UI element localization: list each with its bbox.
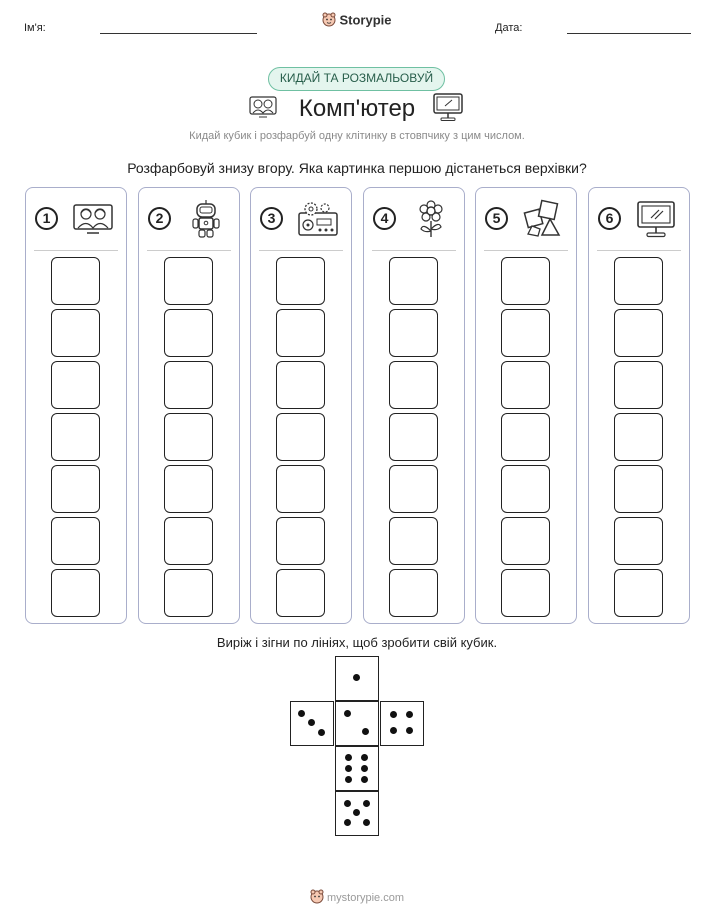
coloring-cell[interactable] xyxy=(389,517,438,565)
coloring-cell[interactable] xyxy=(501,517,550,565)
dice-pip xyxy=(353,674,360,681)
column-number: 3 xyxy=(260,207,283,230)
coloring-cell[interactable] xyxy=(276,465,325,513)
dice-pip xyxy=(298,710,305,717)
coloring-cell[interactable] xyxy=(276,413,325,461)
coloring-cell[interactable] xyxy=(164,257,213,305)
coloring-cell[interactable] xyxy=(614,517,663,565)
column-6 xyxy=(588,187,690,624)
coloring-cell[interactable] xyxy=(614,361,663,409)
coloring-cell[interactable] xyxy=(276,257,325,305)
dice-face-6 xyxy=(335,746,379,791)
coloring-cell[interactable] xyxy=(276,309,325,357)
flower-icon xyxy=(408,199,454,239)
brand-name: Storypie xyxy=(339,12,392,28)
column-number: 4 xyxy=(373,207,396,230)
dice-pip xyxy=(344,800,351,807)
page-title: Комп'ютер xyxy=(298,95,416,122)
column-3 xyxy=(250,187,352,624)
dice-pip xyxy=(390,711,397,718)
date-label: Дата: xyxy=(495,22,523,34)
coloring-cell[interactable] xyxy=(51,465,100,513)
storypie-mascot-icon xyxy=(310,889,324,907)
dice-pip xyxy=(345,754,352,761)
computer-monitor-icon xyxy=(633,199,679,239)
coloring-cell[interactable] xyxy=(51,257,100,305)
coloring-cell[interactable] xyxy=(389,257,438,305)
coloring-cell[interactable] xyxy=(164,413,213,461)
column-number: 5 xyxy=(485,207,508,230)
column-divider xyxy=(147,250,231,251)
coloring-cell[interactable] xyxy=(51,517,100,565)
coloring-cell[interactable] xyxy=(501,465,550,513)
cut-instruction: Виріж і зігни по лініях, щоб зробити свій кубик. xyxy=(216,635,498,650)
coloring-cell[interactable] xyxy=(51,361,100,409)
column-divider xyxy=(34,250,118,251)
dice-pip xyxy=(318,729,325,736)
column-number: 2 xyxy=(148,207,171,230)
dice-face-3 xyxy=(290,701,334,746)
coloring-cell[interactable] xyxy=(501,569,550,617)
dice-pip xyxy=(361,754,368,761)
name-label: Ім'я: xyxy=(24,22,46,34)
coloring-cell[interactable] xyxy=(614,413,663,461)
coloring-cell[interactable] xyxy=(501,413,550,461)
column-4 xyxy=(363,187,465,624)
coloring-cell[interactable] xyxy=(276,517,325,565)
coloring-cell[interactable] xyxy=(389,361,438,409)
coloring-cell[interactable] xyxy=(501,257,550,305)
coloring-cell[interactable] xyxy=(164,309,213,357)
dice-face-4 xyxy=(380,701,424,746)
column-number: 1 xyxy=(35,207,58,230)
coloring-cell[interactable] xyxy=(51,413,100,461)
coloring-cell[interactable] xyxy=(51,569,100,617)
shapes-icon xyxy=(520,199,566,239)
coloring-cell[interactable] xyxy=(501,309,550,357)
dice-pip xyxy=(363,800,370,807)
column-2 xyxy=(138,187,240,624)
dice-pip xyxy=(406,727,413,734)
coloring-cell[interactable] xyxy=(51,309,100,357)
brand-logo xyxy=(0,12,714,30)
coloring-cell[interactable] xyxy=(389,465,438,513)
coloring-cell[interactable] xyxy=(501,361,550,409)
footer-site-link[interactable]: mystorypie.com xyxy=(326,891,405,904)
dice-net xyxy=(290,656,424,836)
dice-face-2 xyxy=(335,701,379,746)
coloring-cell[interactable] xyxy=(164,465,213,513)
dice-face-5 xyxy=(335,791,379,836)
coloring-cell[interactable] xyxy=(276,569,325,617)
machine-gears-icon xyxy=(295,199,341,239)
subtitle: Кидай кубик і розфарбуй одну клітинку в стовпчику з цим числом. xyxy=(189,130,525,142)
column-divider xyxy=(372,250,456,251)
dice-pip xyxy=(406,711,413,718)
coloring-cell[interactable] xyxy=(164,569,213,617)
dice-pip xyxy=(361,765,368,772)
coloring-cell[interactable] xyxy=(614,465,663,513)
coloring-cell[interactable] xyxy=(389,309,438,357)
coloring-cell[interactable] xyxy=(389,569,438,617)
dice-face-1 xyxy=(335,656,379,701)
dice-pip xyxy=(353,809,360,816)
coloring-cell[interactable] xyxy=(164,517,213,565)
activity-badge: КИДАЙ ТА РОЗМАЛЬОВУЙ xyxy=(268,67,445,91)
storypie-mascot-icon xyxy=(322,12,336,30)
column-1 xyxy=(25,187,127,624)
dice-pip xyxy=(362,728,369,735)
dice-pip xyxy=(345,765,352,772)
coloring-cell[interactable] xyxy=(614,569,663,617)
question: Розфарбовуй знизу вгору. Яка картинка першою дістанеться верхівки? xyxy=(127,160,587,176)
column-divider xyxy=(484,250,568,251)
coloring-cell[interactable] xyxy=(614,257,663,305)
dice-pip xyxy=(363,819,370,826)
column-5 xyxy=(475,187,577,624)
children-picture-icon xyxy=(70,199,116,239)
dice-pip xyxy=(361,776,368,783)
column-number: 6 xyxy=(598,207,621,230)
footer xyxy=(0,889,714,907)
column-divider xyxy=(259,250,343,251)
robot-icon xyxy=(183,199,229,239)
dice-pip xyxy=(345,776,352,783)
coloring-cell[interactable] xyxy=(276,361,325,409)
coloring-cell[interactable] xyxy=(164,361,213,409)
date-line[interactable] xyxy=(567,33,691,34)
dice-pip xyxy=(344,819,351,826)
coloring-cell[interactable] xyxy=(389,413,438,461)
computer-monitor-icon xyxy=(432,92,464,122)
dice-pip xyxy=(344,710,351,717)
dice-pip xyxy=(390,727,397,734)
coloring-cell[interactable] xyxy=(614,309,663,357)
dice-pip xyxy=(308,719,315,726)
column-divider xyxy=(597,250,681,251)
name-line[interactable] xyxy=(100,33,257,34)
